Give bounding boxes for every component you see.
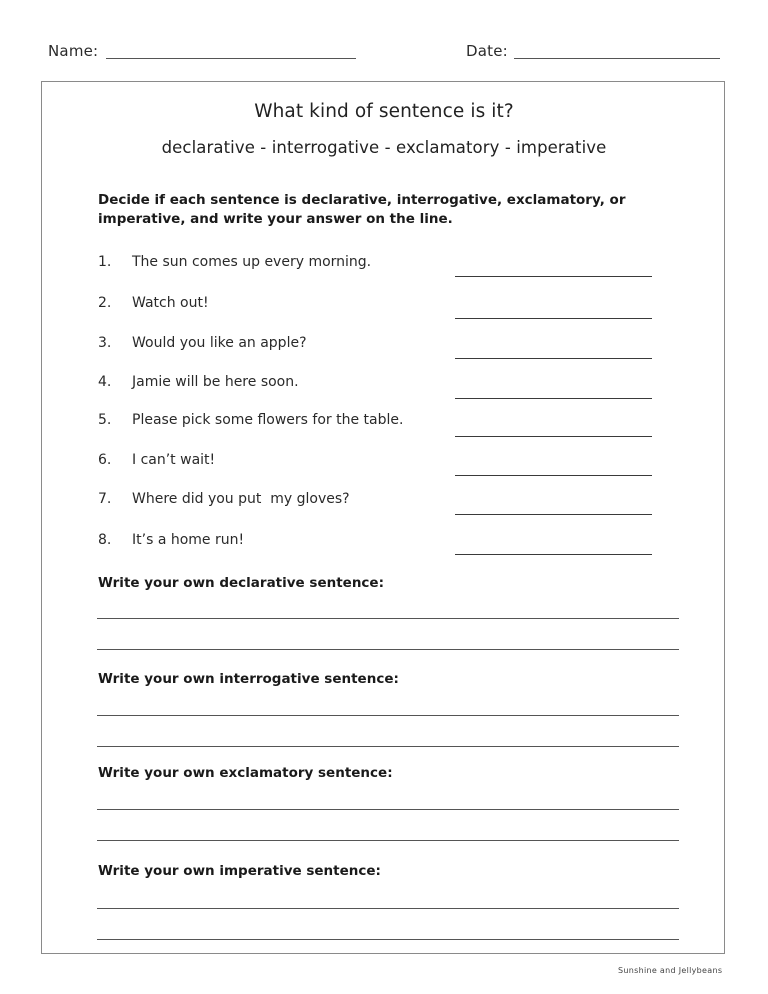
item-sentence: Jamie will be here soon. xyxy=(132,374,299,390)
item-number: 4. xyxy=(98,374,112,390)
worksheet-subtitle: declarative - interrogative - exclamatory - imperative xyxy=(161,138,607,157)
item-number: 6. xyxy=(98,452,112,468)
prompt-imperative: Write your own imperative sentence: xyxy=(98,863,381,879)
write-line[interactable] xyxy=(97,908,679,909)
item-number: 1. xyxy=(98,254,112,270)
write-line[interactable] xyxy=(97,649,679,650)
write-line[interactable] xyxy=(97,618,679,619)
prompt-interrogative: Write your own interrogative sentence: xyxy=(98,671,399,687)
item-sentence: Please pick some flowers for the table. xyxy=(132,412,404,428)
item-sentence: It’s a home run! xyxy=(132,532,245,548)
item-sentence: Watch out! xyxy=(132,295,209,311)
worksheet-title: What kind of sentence is it? xyxy=(254,101,514,122)
write-line[interactable] xyxy=(97,840,679,841)
footer-credit: Sunshine and Jellybeans xyxy=(618,966,723,975)
answer-line[interactable] xyxy=(455,358,652,359)
item-number: 8. xyxy=(98,532,112,548)
answer-line[interactable] xyxy=(455,436,652,437)
answer-line[interactable] xyxy=(455,318,652,319)
answer-line[interactable] xyxy=(455,398,652,399)
item-number: 7. xyxy=(98,491,112,507)
item-sentence: Would you like an apple? xyxy=(132,335,307,351)
answer-line[interactable] xyxy=(455,475,652,476)
item-sentence: Where did you put my gloves? xyxy=(132,491,350,507)
date-field-line[interactable] xyxy=(514,58,720,59)
answer-line[interactable] xyxy=(455,514,652,515)
prompt-declarative: Write your own declarative sentence: xyxy=(98,575,384,591)
answer-line[interactable] xyxy=(455,276,652,277)
name-field-line[interactable] xyxy=(106,58,356,59)
instructions: Decide if each sentence is declarative, interrogative, exclamatory, or imperative, and write your answer on the line. xyxy=(98,192,626,227)
date-label: Date: xyxy=(466,42,508,60)
item-number: 3. xyxy=(98,335,112,351)
write-line[interactable] xyxy=(97,746,679,747)
write-line[interactable] xyxy=(97,809,679,810)
item-sentence: I can’t wait! xyxy=(132,452,216,468)
name-label: Name: xyxy=(48,42,99,60)
prompt-exclamatory: Write your own exclamatory sentence: xyxy=(98,765,393,781)
answer-line[interactable] xyxy=(455,554,652,555)
write-line[interactable] xyxy=(97,939,679,940)
item-number: 5. xyxy=(98,412,112,428)
item-sentence: The sun comes up every morning. xyxy=(132,254,372,270)
item-number: 2. xyxy=(98,295,112,311)
write-line[interactable] xyxy=(97,715,679,716)
